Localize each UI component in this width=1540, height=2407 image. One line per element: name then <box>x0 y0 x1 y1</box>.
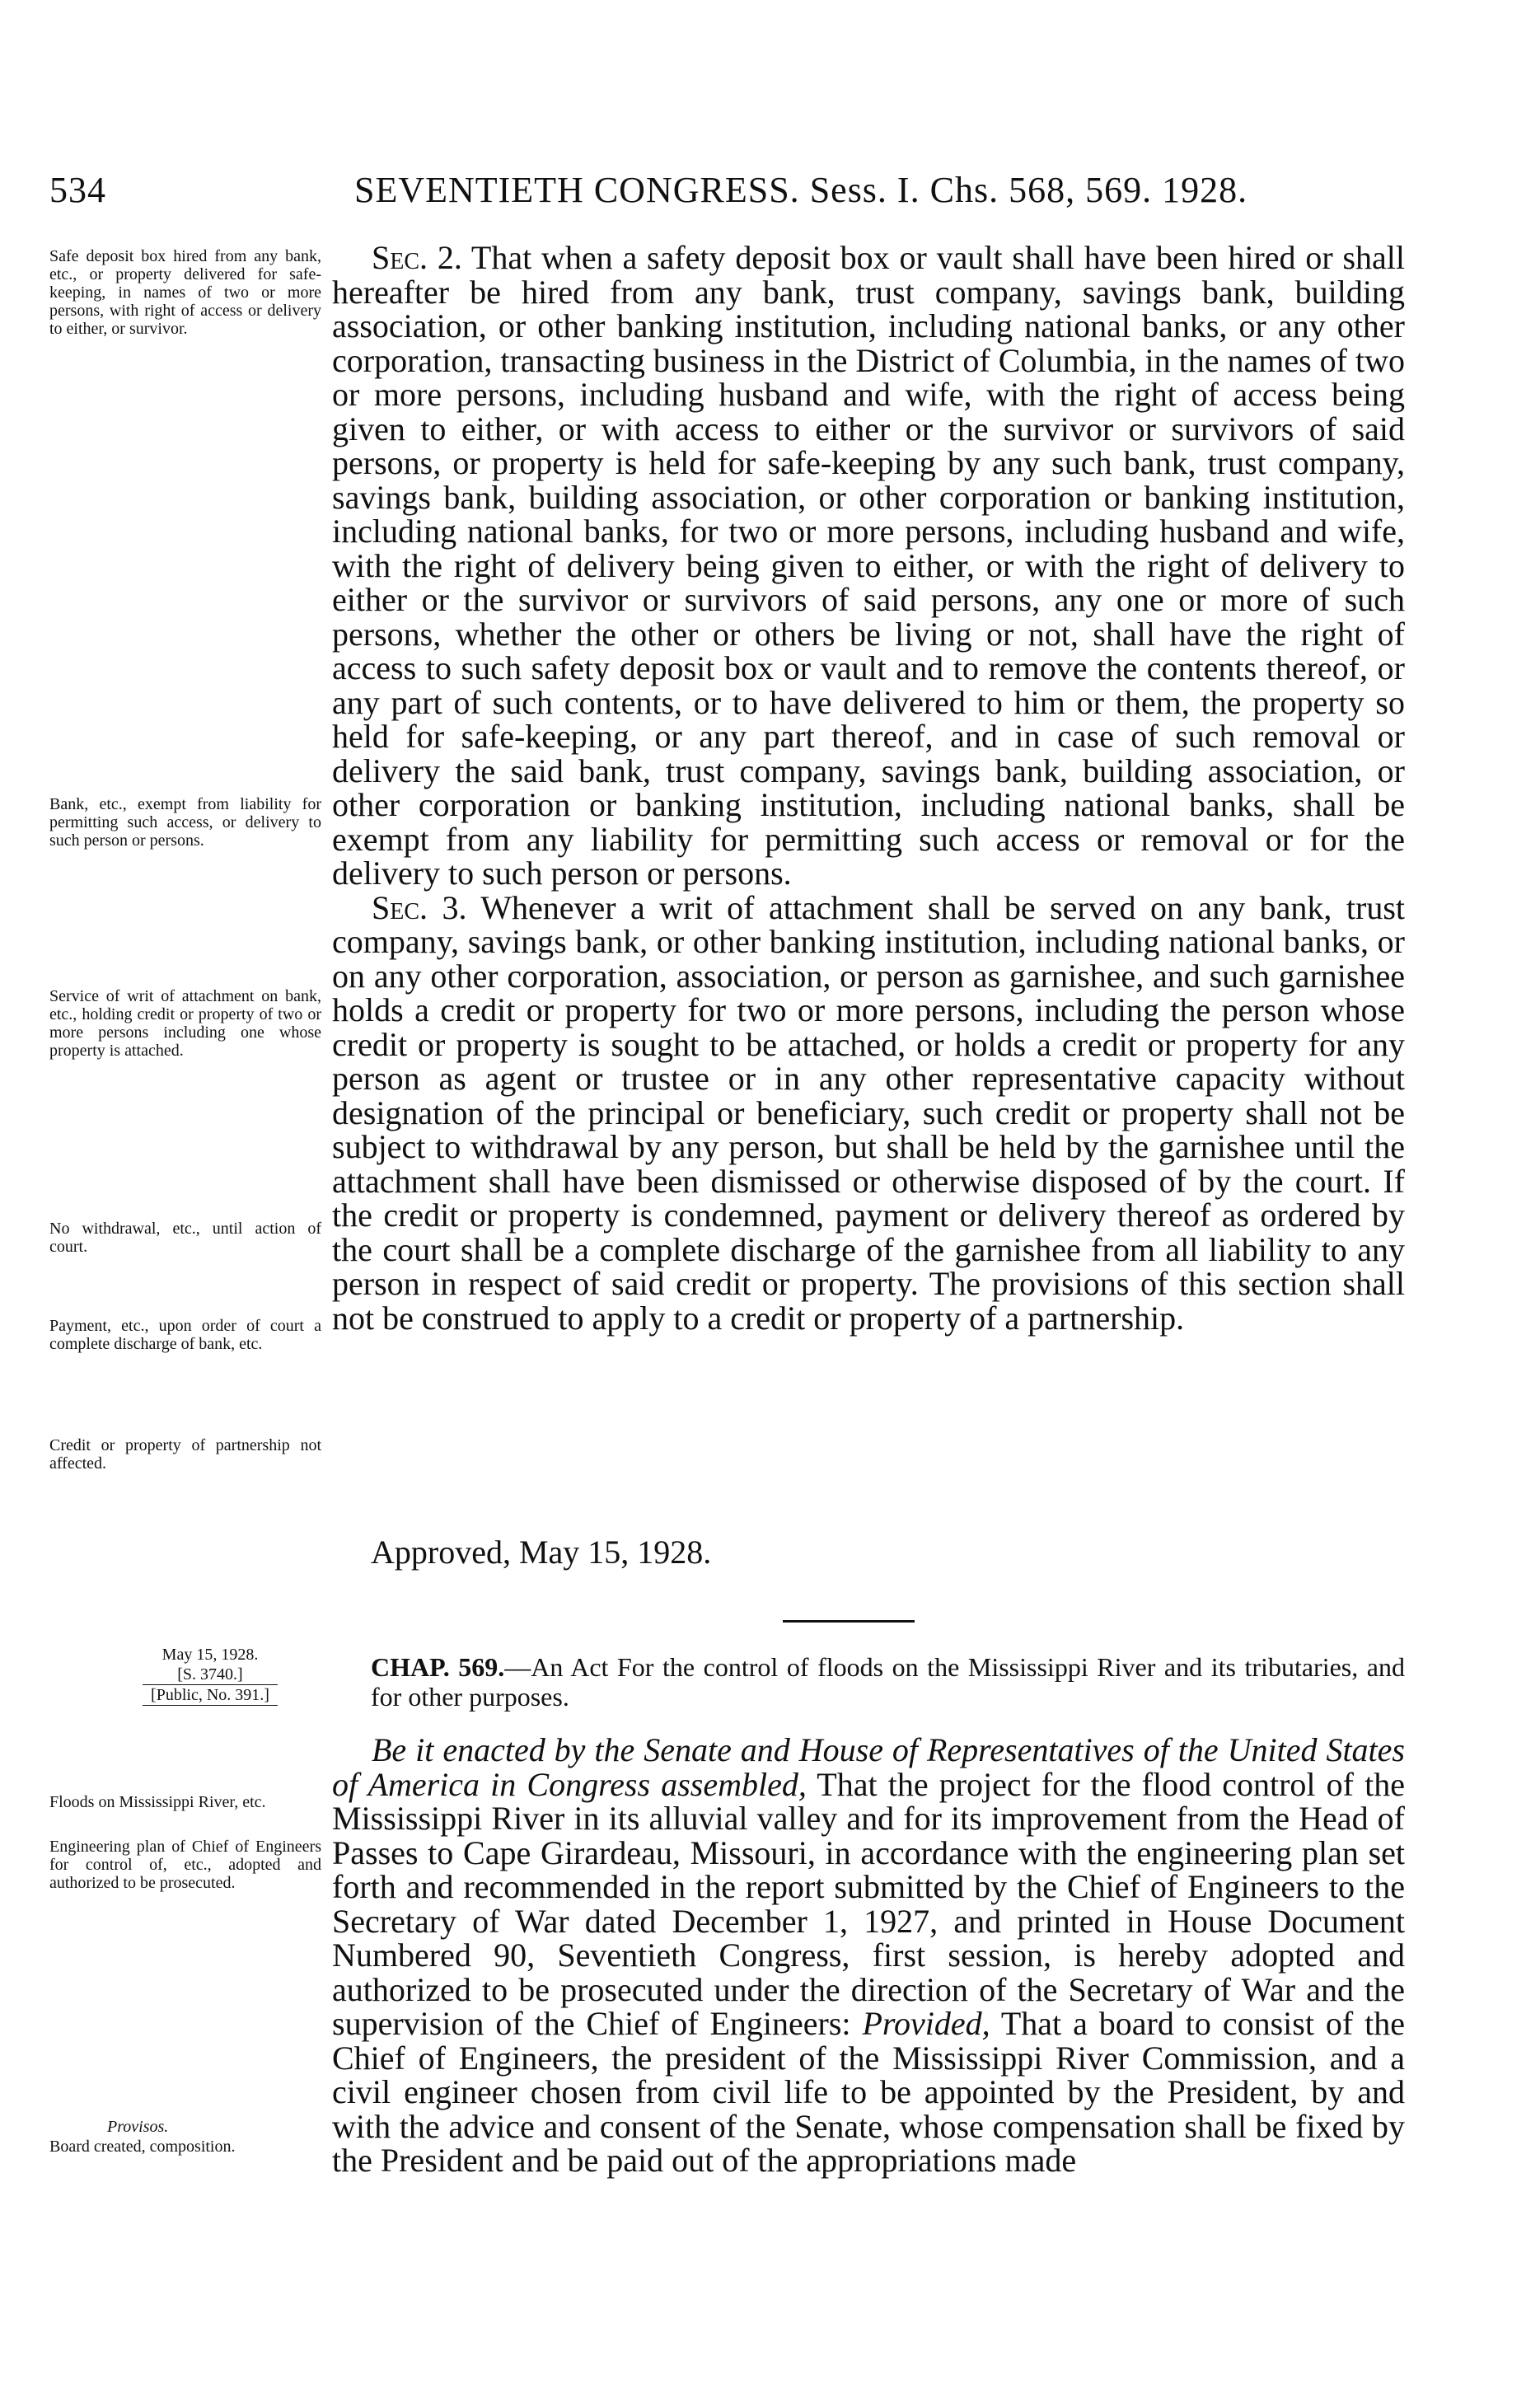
chapter-569-label: CHAP. 569. <box>371 1652 505 1682</box>
chapter-public-number: [Public, No. 391.] <box>143 1684 278 1706</box>
section-2-label: Sec. 2. <box>372 239 462 276</box>
margin-note-no-withdrawal: No withdrawal, etc., until action of court. <box>49 1220 321 1256</box>
sections-body <box>332 241 1405 1335</box>
margin-note-partnership: Credit or property of partnership not affected. <box>49 1436 321 1473</box>
provided-text: That a board to consist of the Chief of Engineers, the president of the Mississippi River Commission, and a civil engineer chosen from civil life to be appointed by the President, by and with the advice and consent of the Senate, whose compensation shall be fixed by the President and be paid out of the appropriations made <box>332 2005 1405 2179</box>
margin-note-payment-discharge: Payment, etc., upon order of court a complete discharge of bank, etc. <box>49 1317 321 1353</box>
project-text: That the project for the flood control of the Mississippi River in its alluvial valley and for its improvement from the Head of Passes to Cape Girardeau, Missouri, in accordance with the engineering plan set forth and recommended in the report submitted by the Chief of Engineers to the Secretary of War dated December 1, 1927, and printed in House Document Numbered 90, Seventieth Congress, first session, is hereby adopted and authorized to be prosecuted under the direction of the Secretary of War and the supervision of the Chief of Engineers: <box>332 1765 1405 2042</box>
enacting-clause: Be it enacted by the Senate and House of Representatives of the United States of America in Congress assembled, <box>332 1731 1405 1803</box>
approved-line: Approved, May 15, 1928. <box>371 1534 712 1571</box>
congress-title: SEVENTIETH CONGRESS. <box>354 170 800 210</box>
chapter-bill: [S. 3740.] <box>177 1665 243 1683</box>
chapter-569-title-text: —An Act For the control of floods on the Mississippi River and its tributaries, and for other purposes. <box>371 1652 1406 1712</box>
provided-label: Provided, <box>862 2005 990 2042</box>
section-3-label: Sec. 3. <box>372 888 467 926</box>
section-2 <box>332 241 1405 891</box>
running-head <box>354 169 1247 211</box>
chapter-569-body <box>332 1733 1405 2178</box>
margin-note-safe-deposit: Safe deposit box hired from any bank, etc., or property delivered for safe-keeping, in names of two or more persons, with right of access or delivery to either, or survivor. <box>49 247 321 338</box>
margin-note-engineering-plan: Engineering plan of Chief of Engineers for control of, etc., adopted and authorized to be prosecuted. <box>49 1838 321 1892</box>
margin-note-board-created: Board created, composition. <box>49 2138 236 2156</box>
section-3-text: Whenever a writ of attachment shall be served on any bank, trust company, savings bank, or other banking institution, including national banks, or on any other corporation, association, or person as garnishee, and such garnishee holds a credit or property for two or more persons, including the person whose credit or property is sought to be attached, or holds a credit or property for any person as agent or trustee or in any other representative capacity without designation of the principal or beneficiary, such credit or property shall not be subject to withdrawal by any person, but shall be held by the garnishee until the attachment shall have been dismissed or otherwise disposed of by the court. If the credit or property is condemned, payment or delivery thereof as ordered by the court shall be a complete discharge of the garnishee from all liability to any person in respect of said credit or property. The provisions of this section shall not be construed to apply to a credit or property of a partnership. <box>332 888 1405 1337</box>
chapter-date: May 15, 1928. <box>161 1646 259 1664</box>
margin-note-writ-service: Service of writ of attachment on bank, etc., holding credit or property of two or more persons including one whose property is attached. <box>49 987 321 1060</box>
section-2-text: That when a safety deposit box or vault shall have been hired or shall hereafter be hired from any bank, trust company, savings bank, building association, or other banking institution, including national banks, or any other corporation, transacting business in the District of Columbia, in the names of two or more persons, including husband and wife, with the right of access being given to either, or with access to either or the survivor or survivors of said persons, or property is held for safe-keeping by any such bank, trust company, savings bank, building association, or other corporation or banking institution, including national banks, for two or more persons, including husband and wife, with the right of delivery being given to either, or with the right of delivery to either or the survivor or survivors of said persons, any one or more of such persons, whether the other or others be living or not, shall have the right of access to such safety deposit box or vault and to remove the contents thereof, or any part of such contents, or to have delivered to him or them, the property so held for safe-keeping, or any part thereof, and in case of such removal or delivery the said bank, trust company, savings bank, building association, or other corporation or banking institution, including national banks, shall be exempt from any liability for permitting such access or removal or for the delivery to such person or persons. <box>332 239 1406 892</box>
margin-note-bank-exempt: Bank, etc., exempt from liability for permitting such access, or delivery to such person or persons. <box>49 795 321 850</box>
chapter-569-meta <box>91 1645 330 1706</box>
margin-note-floods: Floods on Mississippi River, etc. <box>49 1793 266 1811</box>
chapter-569-title <box>371 1652 1405 1712</box>
section-3 <box>332 888 1405 1337</box>
margin-note-provisos: Provisos. <box>107 2118 169 2136</box>
chapter-divider <box>783 1620 915 1623</box>
enacting-paragraph <box>332 1733 1405 2178</box>
page-number: 534 <box>49 170 106 210</box>
year-label: 1928. <box>1162 170 1248 210</box>
session-label: Sess. I. <box>809 170 920 210</box>
chapters-label: Chs. 568, 569. <box>929 170 1153 210</box>
